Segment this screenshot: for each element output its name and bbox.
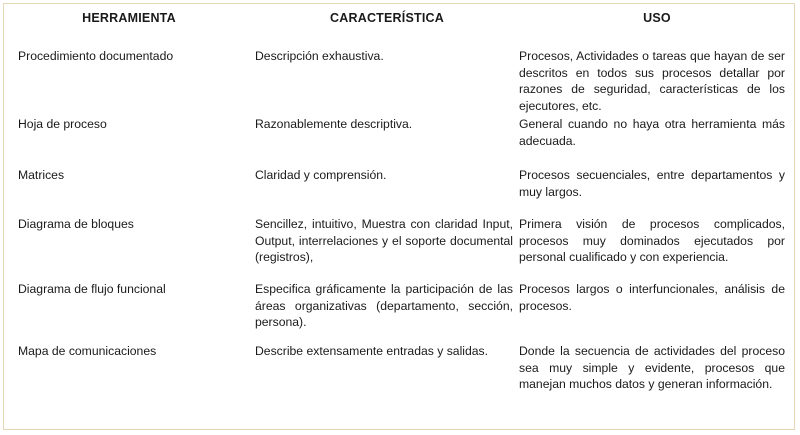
cell-caracteristica: Sencillez, intuitivo, Muestra con claridad Input, Output, interrelaciones y el soporte documental (registros), bbox=[255, 217, 513, 265]
cell-herramienta: Diagrama de bloques bbox=[18, 217, 134, 231]
cell-herramienta: Procedimiento documentado bbox=[18, 49, 174, 63]
header-herramienta: HERRAMIENTA bbox=[82, 11, 176, 25]
cell-uso: Procesos secuenciales, entre departamentos y muy largos. bbox=[519, 168, 785, 199]
tools-table bbox=[3, 3, 795, 430]
cell-herramienta: Mapa de comunicaciones bbox=[18, 344, 157, 358]
header-caracteristica: CARACTERÍSTICA bbox=[330, 11, 444, 25]
cell-uso: Primera visión de procesos complicados, procesos muy dominados ejecutados por personal cualificado y con experiencia. bbox=[519, 217, 785, 265]
cell-herramienta: Diagrama de flujo funcional bbox=[18, 282, 166, 296]
header-uso: USO bbox=[643, 11, 671, 25]
cell-caracteristica: Claridad y comprensión. bbox=[255, 168, 387, 182]
cell-uso: Procesos largos o interfuncionales, análisis de procesos. bbox=[519, 282, 785, 313]
table-row bbox=[3, 116, 795, 167]
cell-caracteristica: Especifica gráficamente la participación de las áreas organizativas (departamento, sección, persona). bbox=[255, 282, 513, 330]
cell-herramienta: Hoja de proceso bbox=[18, 117, 107, 131]
cell-uso: Donde la secuencia de actividades del proceso sea muy simple y evidente, procesos que manejan muchos datos y generan información. bbox=[519, 344, 785, 392]
cell-uso: General cuando no haya otra herramienta más adecuada. bbox=[519, 117, 785, 148]
table-row bbox=[3, 216, 795, 281]
cell-caracteristica: Descripción exhaustiva. bbox=[255, 49, 384, 63]
cell-caracteristica: Razonablemente descriptiva. bbox=[255, 117, 413, 131]
table-row bbox=[3, 281, 795, 343]
cell-caracteristica: Describe extensamente entradas y salidas. bbox=[255, 344, 489, 358]
table-row bbox=[3, 33, 795, 116]
header-row bbox=[3, 3, 795, 33]
table-row bbox=[3, 167, 795, 216]
table-row bbox=[3, 343, 795, 430]
cell-uso: Procesos, Actividades o tareas que hayan de ser descritos en todos sus procesos detallar por razones de seguridad, características de los ejecutores, etc. bbox=[519, 49, 785, 113]
cell-herramienta: Matrices bbox=[18, 168, 65, 182]
